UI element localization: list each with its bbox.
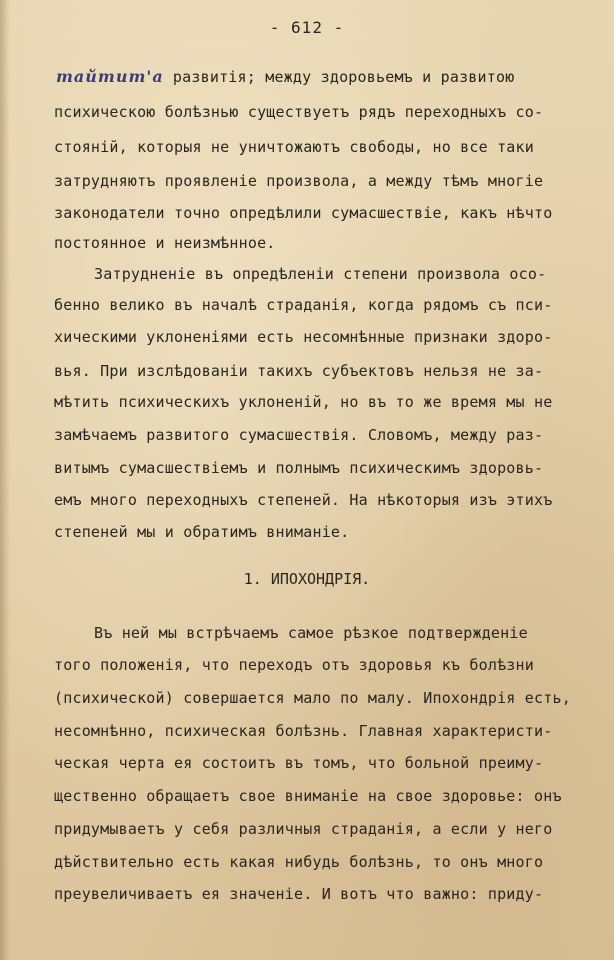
page-edge-shadow (0, 0, 10, 960)
paragraph-3-line: преувеличиваетъ ея значеніе. И вотъ что важно: приду- (54, 885, 544, 903)
paragraph-3-line: дѣйствительно есть какая нибудь болѣзнь, то онъ много (54, 853, 544, 871)
paragraph-2-line: емъ много переходныхъ степеней. На нѣкоторыя изъ этихъ (54, 491, 553, 509)
paragraph-2-line: мѣтить психическихъ уклоненій, но въ то же время мы не (54, 393, 553, 411)
paragraph-1-line: стояній, которыя не уничтожаютъ свободы, но все таки (54, 138, 534, 156)
paragraph-3-line: придумываетъ у себя различныя страданія, а если у него (54, 820, 553, 838)
section-heading: 1. ИПОХОНДРІЯ. (243, 570, 371, 588)
paragraph-2-line: витымъ сумасшествіемъ и полнымъ психическимъ здоровь- (54, 459, 544, 477)
paragraph-1-line: психическою болѣзнью существуетъ рядъ переходныхъ со- (54, 103, 544, 121)
page-number: - 612 - (269, 18, 345, 37)
paragraph-2-line: степеней мы и обратимъ вниманіе. (54, 523, 350, 541)
paragraph-1-line: постоянное и неизмѣнное. (54, 234, 276, 252)
paragraph-1-line-1 (56, 67, 514, 87)
paragraph-2-line: Затрудненіе въ опредѣленіи степени произвола осо- (94, 265, 547, 283)
paragraph-2-line: бенно велико въ началѣ страданія, когда рядомъ съ пси- (54, 296, 553, 314)
paragraph-3-line: щественно обращаетъ свое вниманіе на свое здоровье: онъ (54, 787, 562, 805)
paragraph-3-line: того положенія, что переходъ отъ здоровья къ болѣзни (54, 656, 534, 674)
paragraph-2-line: замѣчаемъ развитого сумасшествія. Словомъ, между раз- (54, 426, 544, 444)
paragraph-1-line: затрудняютъ проявленіе произвола, а между тѣмъ многіе (54, 172, 544, 190)
paragraph-3-line: ческая черта ея состоитъ въ томъ, что больной преиму- (54, 754, 544, 772)
paragraph-1-line: законодатели точно опредѣлили сумасшествіе, какъ нѣчто (54, 204, 553, 222)
paragraph-1-line-1-text: развитія; между здоровьемъ и развитою (163, 68, 515, 86)
handwritten-insertion: тайтит'а (56, 67, 164, 86)
paragraph-2-line: хическими уклоненіями есть несомнѣнные признаки здоро- (54, 328, 553, 346)
paragraph-3-line: (психической) совершается мало по малу. Ипохондрія есть, (54, 689, 571, 707)
paragraph-3-line: Въ ней мы встрѣчаемъ самое рѣзкое подтвержденіе (94, 624, 528, 642)
paragraph-2-line: вья. При изслѣдованіи такихъ субъектовъ нельзя не за- (54, 362, 544, 380)
paragraph-3-line: несомнѣнно, психическая болѣзнь. Главная характеристи- (54, 722, 553, 740)
